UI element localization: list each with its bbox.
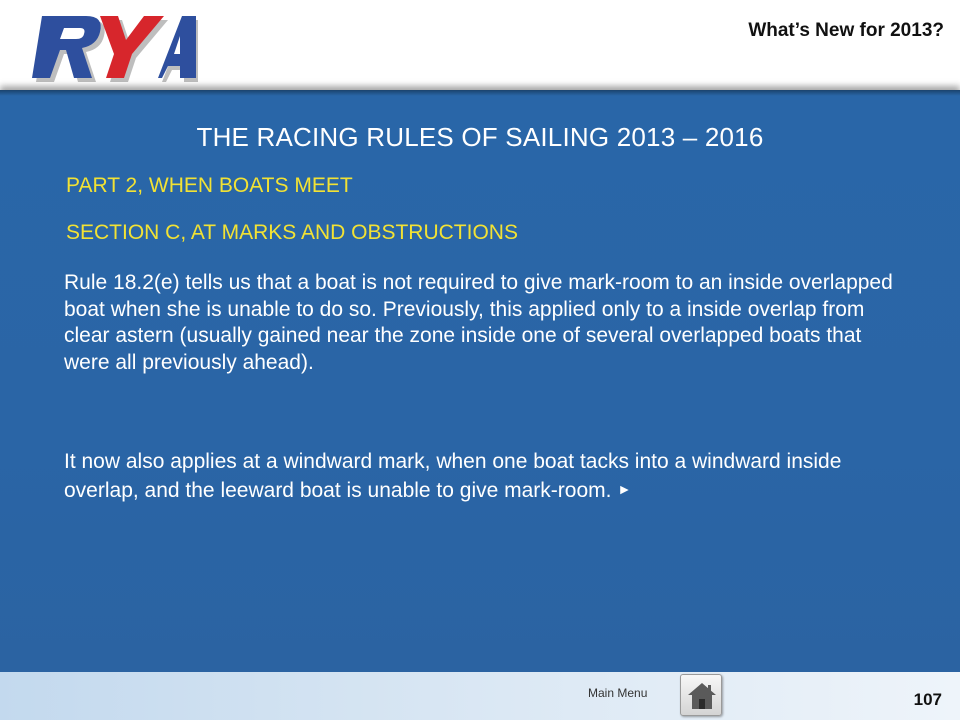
- paragraph-1-text: Rule 18.2(e) tells us that a boat is not required to give mark-room to an inside overlapped boat when she is unable to do so. Previously, this applied only to a inside overlap from clear astern (usually gained near the zone inside one of several overlapped boats that were all previously ahead).: [64, 271, 893, 374]
- paragraph-rule-18-2e: [64, 270, 910, 376]
- page-number: 107: [913, 690, 942, 709]
- footer-bar: [0, 672, 960, 720]
- part-heading: PART 2, WHEN BOATS MEET: [66, 174, 353, 197]
- main-menu-home-button[interactable]: [680, 674, 722, 716]
- paragraph-2-text: It now also applies at a windward mark, when one boat tacks into a windward inside overlap, and the leeward boat is unable to give mark-room.: [64, 450, 842, 502]
- rya-logo: [28, 12, 198, 86]
- main-menu-label: Main Menu: [588, 686, 648, 700]
- continue-arrow-icon[interactable]: ►: [617, 480, 632, 497]
- paragraph-windward-mark: [64, 449, 910, 504]
- home-icon: [685, 679, 719, 713]
- header-bar: [0, 0, 960, 96]
- slide-title: THE RACING RULES OF SAILING 2013 – 2016: [196, 122, 764, 152]
- section-heading: SECTION C, AT MARKS AND OBSTRUCTIONS: [66, 221, 518, 244]
- header-title: What’s New for 2013?: [748, 20, 944, 41]
